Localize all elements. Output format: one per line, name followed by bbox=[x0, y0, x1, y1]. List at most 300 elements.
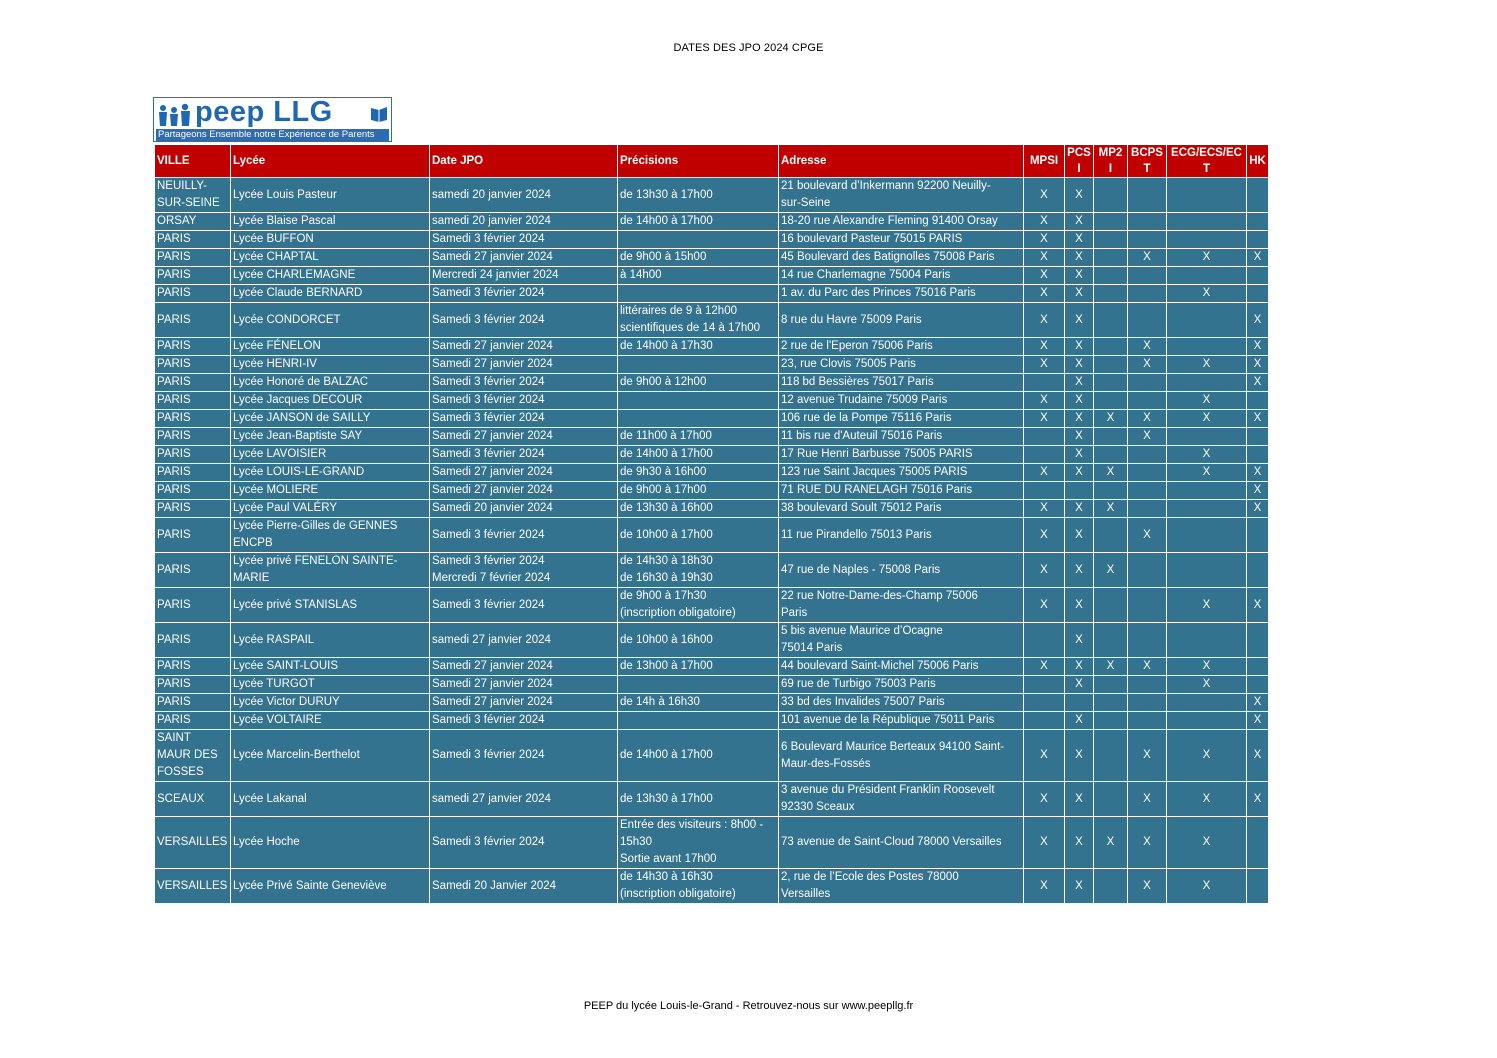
cell-mp2i bbox=[1094, 588, 1128, 623]
cell-mp2i bbox=[1094, 285, 1128, 303]
cell-precisions: de 14h00 à 17h30 bbox=[618, 338, 779, 356]
cell-hk: X bbox=[1247, 410, 1269, 428]
cell-date: Samedi 3 février 2024 bbox=[430, 374, 618, 392]
cell-lycee: Lycée CONDORCET bbox=[231, 303, 430, 338]
cell-line: ENCPB bbox=[233, 537, 273, 549]
table-row bbox=[155, 730, 1269, 782]
book-icon bbox=[369, 104, 389, 124]
cell-adresse: 69 rue de Turbigo 75003 Paris bbox=[779, 676, 1024, 694]
cell-lycee: Lycée LOUIS-LE-GRAND bbox=[231, 464, 430, 482]
cell-pcsi bbox=[1065, 694, 1094, 712]
cell-bcpst bbox=[1128, 303, 1167, 338]
cell-bcpst: X bbox=[1128, 410, 1167, 428]
cell-pcsi: X bbox=[1065, 730, 1094, 782]
col-header-date: Date JPO bbox=[430, 145, 618, 178]
cell-ville: PARIS bbox=[155, 712, 231, 730]
cell-ville: PARIS bbox=[155, 303, 231, 338]
cell-date: Samedi 3 février 2024 bbox=[430, 446, 618, 464]
cell-date: samedi 20 janvier 2024 bbox=[430, 178, 618, 213]
cell-pcsi: X bbox=[1065, 500, 1094, 518]
cell-mp2i bbox=[1094, 392, 1128, 410]
cell-line: FOSSES bbox=[157, 766, 204, 778]
cell-pcsi: X bbox=[1065, 782, 1094, 817]
cell-mp2i: X bbox=[1094, 410, 1128, 428]
cell-line: SAINT bbox=[157, 732, 191, 744]
cell-line: Lycée privé FENELON SAINTE- bbox=[233, 555, 398, 567]
cell-line: NEUILLY- bbox=[157, 180, 207, 192]
table-row bbox=[155, 869, 1269, 904]
cell-line: 3 avenue du Président Franklin Roosevelt bbox=[781, 784, 995, 796]
cell-line: Sortie avant 17h00 bbox=[620, 853, 717, 865]
cell-ville: PARIS bbox=[155, 249, 231, 267]
cell-line: scientifiques de 14 à 17h00 bbox=[620, 322, 761, 334]
col-header-pcsi bbox=[1065, 145, 1094, 178]
cell-hk: X bbox=[1247, 249, 1269, 267]
cell-precisions bbox=[618, 303, 779, 338]
cell-ville: PARIS bbox=[155, 285, 231, 303]
cell-bcpst bbox=[1128, 694, 1167, 712]
cell-date: samedi 27 janvier 2024 bbox=[430, 623, 618, 658]
cell-mpsi bbox=[1024, 374, 1065, 392]
cell-ecg bbox=[1167, 213, 1247, 231]
table-row bbox=[155, 694, 1269, 712]
col-header-ecg bbox=[1167, 145, 1247, 178]
cell-date: Samedi 20 janvier 2024 bbox=[430, 500, 618, 518]
table-row bbox=[155, 249, 1269, 267]
cell-ville: VERSAILLES bbox=[155, 869, 231, 904]
cell-adresse: 106 rue de la Pompe 75116 Paris bbox=[779, 410, 1024, 428]
cell-lycee: Lycée Jean-Baptiste SAY bbox=[231, 428, 430, 446]
table-row bbox=[155, 482, 1269, 500]
cell-ville bbox=[155, 730, 231, 782]
cell-bcpst bbox=[1128, 446, 1167, 464]
cell-line: 5 bis avenue Maurice d’Ocagne bbox=[781, 625, 943, 637]
table-header-row bbox=[155, 145, 1269, 178]
cell-adresse: 38 boulevard Soult 75012 Paris bbox=[779, 500, 1024, 518]
header-line: MP2 bbox=[1098, 147, 1123, 159]
cell-date: Samedi 27 janvier 2024 bbox=[430, 428, 618, 446]
cell-ecg: X bbox=[1167, 869, 1247, 904]
cell-date: Mercredi 24 janvier 2024 bbox=[430, 267, 618, 285]
cell-precisions: de 9h00 à 17h00 bbox=[618, 482, 779, 500]
cell-ville: PARIS bbox=[155, 588, 231, 623]
cell-lycee: Lycée Louis Pasteur bbox=[231, 178, 430, 213]
cell-date: Samedi 27 janvier 2024 bbox=[430, 676, 618, 694]
cell-mpsi: X bbox=[1024, 518, 1065, 553]
cell-date: Samedi 3 février 2024 bbox=[430, 712, 618, 730]
cell-line: littéraires de 9 à 12h00 bbox=[620, 305, 737, 317]
cell-mp2i: X bbox=[1094, 817, 1128, 869]
cell-mpsi: X bbox=[1024, 658, 1065, 676]
cell-hk bbox=[1247, 658, 1269, 676]
cell-precisions bbox=[618, 676, 779, 694]
cell-bcpst bbox=[1128, 553, 1167, 588]
cell-lycee: Lycée RASPAIL bbox=[231, 623, 430, 658]
cell-line: MARIE bbox=[233, 572, 270, 584]
cell-mp2i bbox=[1094, 482, 1128, 500]
cell-mpsi: X bbox=[1024, 817, 1065, 869]
cell-bcpst: X bbox=[1128, 356, 1167, 374]
cell-adresse: 123 rue Saint Jacques 75005 PARIS bbox=[779, 464, 1024, 482]
col-header-adresse: Adresse bbox=[779, 145, 1024, 178]
table-row bbox=[155, 712, 1269, 730]
table-row bbox=[155, 817, 1269, 869]
table-row bbox=[155, 676, 1269, 694]
cell-mp2i bbox=[1094, 231, 1128, 249]
cell-mp2i bbox=[1094, 356, 1128, 374]
cell-mpsi: X bbox=[1024, 249, 1065, 267]
cell-hk: X bbox=[1247, 464, 1269, 482]
cell-ville: PARIS bbox=[155, 500, 231, 518]
cell-pcsi: X bbox=[1065, 446, 1094, 464]
cell-adresse: 118 bd Bessières 75017 Paris bbox=[779, 374, 1024, 392]
cell-mp2i bbox=[1094, 374, 1128, 392]
cell-ecg bbox=[1167, 694, 1247, 712]
cell-bcpst bbox=[1128, 392, 1167, 410]
cell-ville: PARIS bbox=[155, 518, 231, 553]
cell-date: Samedi 27 janvier 2024 bbox=[430, 658, 618, 676]
cell-adresse bbox=[779, 782, 1024, 817]
cell-mpsi: X bbox=[1024, 392, 1065, 410]
cell-adresse: 23, rue Clovis 75005 Paris bbox=[779, 356, 1024, 374]
logo-wordmark: peep LLG bbox=[195, 96, 333, 128]
cell-date: Samedi 3 février 2024 bbox=[430, 410, 618, 428]
cell-precisions: de 10h00 à 17h00 bbox=[618, 518, 779, 553]
cell-bcpst: X bbox=[1128, 658, 1167, 676]
cell-pcsi: X bbox=[1065, 588, 1094, 623]
cell-ecg bbox=[1167, 374, 1247, 392]
cell-adresse bbox=[779, 730, 1024, 782]
cell-lycee: Lycée Paul VALÉRY bbox=[231, 500, 430, 518]
cell-lycee bbox=[231, 518, 430, 553]
cell-precisions: de 14h à 16h30 bbox=[618, 694, 779, 712]
cell-pcsi: X bbox=[1065, 869, 1094, 904]
table-body bbox=[155, 178, 1269, 904]
cell-lycee: Lycée CHARLEMAGNE bbox=[231, 267, 430, 285]
cell-pcsi: X bbox=[1065, 464, 1094, 482]
cell-pcsi: X bbox=[1065, 428, 1094, 446]
cell-mpsi: X bbox=[1024, 500, 1065, 518]
cell-ecg: X bbox=[1167, 464, 1247, 482]
cell-line: SUR-SEINE bbox=[157, 197, 220, 209]
cell-precisions bbox=[618, 817, 779, 869]
cell-line: 92330 Sceaux bbox=[781, 801, 855, 813]
cell-precisions: de 14h00 à 17h00 bbox=[618, 213, 779, 231]
cell-ecg bbox=[1167, 553, 1247, 588]
cell-ville: PARIS bbox=[155, 623, 231, 658]
cell-precisions: à 14h00 bbox=[618, 267, 779, 285]
cell-lycee: Lycée Blaise Pascal bbox=[231, 213, 430, 231]
cell-mp2i bbox=[1094, 712, 1128, 730]
cell-ville: PARIS bbox=[155, 553, 231, 588]
cell-date: Samedi 20 Janvier 2024 bbox=[430, 869, 618, 904]
col-header-mp2i bbox=[1094, 145, 1128, 178]
cell-precisions bbox=[618, 869, 779, 904]
table-row bbox=[155, 356, 1269, 374]
cell-date: Samedi 3 février 2024 bbox=[430, 231, 618, 249]
cell-hk: X bbox=[1247, 694, 1269, 712]
cell-mpsi: X bbox=[1024, 356, 1065, 374]
cell-adresse: 33 bd des Invalides 75007 Paris bbox=[779, 694, 1024, 712]
cell-bcpst bbox=[1128, 482, 1167, 500]
cell-date: Samedi 27 janvier 2024 bbox=[430, 464, 618, 482]
page-footer: PEEP du lycée Louis-le-Grand - Retrouvez-nous sur www.peepllg.fr bbox=[583, 1000, 914, 1012]
cell-mpsi bbox=[1024, 694, 1065, 712]
cell-line: 6 Boulevard Maurice Berteaux 94100 Saint- bbox=[781, 740, 1005, 753]
cell-date: Samedi 27 janvier 2024 bbox=[430, 482, 618, 500]
cell-line: 21 boulevard d’Inkermann 92200 Neuilly- bbox=[781, 180, 991, 192]
cell-bcpst bbox=[1128, 213, 1167, 231]
cell-line: Samedi 3 février 2024 bbox=[432, 555, 545, 567]
cell-mpsi: X bbox=[1024, 213, 1065, 231]
cell-ville: PARIS bbox=[155, 428, 231, 446]
cell-mpsi: X bbox=[1024, 588, 1065, 623]
cell-precisions: de 14h00 à 17h00 bbox=[618, 446, 779, 464]
cell-lycee: Lycée MOLIERE bbox=[231, 482, 430, 500]
cell-adresse: 44 boulevard Saint-Michel 75006 Paris bbox=[779, 658, 1024, 676]
cell-pcsi: X bbox=[1065, 303, 1094, 338]
table-row bbox=[155, 553, 1269, 588]
cell-hk: X bbox=[1247, 782, 1269, 817]
cell-bcpst bbox=[1128, 374, 1167, 392]
cell-adresse: 11 rue Pirandello 75013 Paris bbox=[779, 518, 1024, 553]
logo-tagline: Partageons Ensemble notre Expérience de Parents bbox=[156, 129, 389, 141]
cell-hk bbox=[1247, 213, 1269, 231]
cell-lycee: Lycée HENRI-IV bbox=[231, 356, 430, 374]
cell-adresse: 101 avenue de la République 75011 Paris bbox=[779, 712, 1024, 730]
header-line: ECG/ECS/EC bbox=[1171, 147, 1242, 159]
cell-mp2i bbox=[1094, 446, 1128, 464]
table-row bbox=[155, 392, 1269, 410]
cell-pcsi: X bbox=[1065, 658, 1094, 676]
cell-adresse: 2 rue de l'Eperon 75006 Paris bbox=[779, 338, 1024, 356]
jpo-table bbox=[154, 144, 1269, 904]
table-row bbox=[155, 231, 1269, 249]
cell-pcsi: X bbox=[1065, 267, 1094, 285]
table-row bbox=[155, 338, 1269, 356]
cell-ecg bbox=[1167, 623, 1247, 658]
col-header-bcpst bbox=[1128, 145, 1167, 178]
cell-pcsi: X bbox=[1065, 338, 1094, 356]
cell-hk bbox=[1247, 817, 1269, 869]
cell-mp2i: X bbox=[1094, 500, 1128, 518]
table-row bbox=[155, 782, 1269, 817]
cell-pcsi: X bbox=[1065, 213, 1094, 231]
cell-date: Samedi 3 février 2024 bbox=[430, 392, 618, 410]
cell-mpsi bbox=[1024, 428, 1065, 446]
cell-date: Samedi 3 février 2024 bbox=[430, 588, 618, 623]
cell-pcsi: X bbox=[1065, 178, 1094, 213]
cell-pcsi: X bbox=[1065, 374, 1094, 392]
cell-lycee: Lycée Hoche bbox=[231, 817, 430, 869]
cell-ecg: X bbox=[1167, 676, 1247, 694]
cell-ville: PARIS bbox=[155, 267, 231, 285]
cell-ecg bbox=[1167, 303, 1247, 338]
table-row bbox=[155, 428, 1269, 446]
cell-hk: X bbox=[1247, 482, 1269, 500]
cell-mp2i bbox=[1094, 267, 1128, 285]
cell-lycee: Lycée LAVOISIER bbox=[231, 446, 430, 464]
cell-bcpst: X bbox=[1128, 518, 1167, 553]
cell-precisions bbox=[618, 712, 779, 730]
cell-line: 15h30 bbox=[620, 836, 652, 848]
cell-hk bbox=[1247, 446, 1269, 464]
table-row bbox=[155, 410, 1269, 428]
people-icon bbox=[157, 102, 193, 128]
cell-ville: PARIS bbox=[155, 410, 231, 428]
cell-line: Lycée Pierre-Gilles de GENNES bbox=[233, 520, 398, 532]
cell-ville: PARIS bbox=[155, 446, 231, 464]
cell-hk bbox=[1247, 518, 1269, 553]
cell-mp2i bbox=[1094, 213, 1128, 231]
cell-mp2i bbox=[1094, 869, 1128, 904]
cell-lycee bbox=[231, 553, 430, 588]
cell-adresse: 12 avenue Trudaine 75009 Paris bbox=[779, 392, 1024, 410]
cell-bcpst: X bbox=[1128, 428, 1167, 446]
cell-ecg: X bbox=[1167, 730, 1247, 782]
cell-ville bbox=[155, 178, 231, 213]
cell-precisions: de 9h30 à 16h00 bbox=[618, 464, 779, 482]
table-row bbox=[155, 658, 1269, 676]
cell-hk bbox=[1247, 553, 1269, 588]
cell-hk bbox=[1247, 231, 1269, 249]
cell-line: Maur-des-Fossés bbox=[781, 757, 871, 770]
cell-date: Samedi 27 janvier 2024 bbox=[430, 356, 618, 374]
cell-pcsi bbox=[1065, 482, 1094, 500]
cell-adresse: 17 Rue Henri Barbusse 75005 PARIS bbox=[779, 446, 1024, 464]
cell-hk: X bbox=[1247, 730, 1269, 782]
cell-mp2i bbox=[1094, 518, 1128, 553]
cell-lycee: Lycée Lakanal bbox=[231, 782, 430, 817]
cell-ville: PARIS bbox=[155, 694, 231, 712]
cell-adresse: 11 bis rue d'Auteuil 75016 Paris bbox=[779, 428, 1024, 446]
cell-precisions: de 9h00 à 12h00 bbox=[618, 374, 779, 392]
cell-ville: ORSAY bbox=[155, 213, 231, 231]
cell-ville: PARIS bbox=[155, 464, 231, 482]
cell-ecg: X bbox=[1167, 782, 1247, 817]
cell-precisions bbox=[618, 553, 779, 588]
cell-bcpst bbox=[1128, 712, 1167, 730]
cell-ecg bbox=[1167, 178, 1247, 213]
cell-ecg: X bbox=[1167, 446, 1247, 464]
cell-hk bbox=[1247, 178, 1269, 213]
col-header-mpsi: MPSI bbox=[1024, 145, 1065, 178]
cell-bcpst bbox=[1128, 267, 1167, 285]
cell-lycee: Lycée Honoré de BALZAC bbox=[231, 374, 430, 392]
cell-precisions: de 13h00 à 17h00 bbox=[618, 658, 779, 676]
cell-ecg: X bbox=[1167, 410, 1247, 428]
cell-mpsi: X bbox=[1024, 303, 1065, 338]
cell-line: sur-Seine bbox=[781, 197, 831, 209]
cell-lycee: Lycée SAINT-LOUIS bbox=[231, 658, 430, 676]
cell-lycee: Lycée BUFFON bbox=[231, 231, 430, 249]
cell-mpsi: X bbox=[1024, 782, 1065, 817]
cell-precisions bbox=[618, 588, 779, 623]
cell-mpsi bbox=[1024, 446, 1065, 464]
cell-ville: PARIS bbox=[155, 374, 231, 392]
cell-mpsi: X bbox=[1024, 338, 1065, 356]
cell-ecg bbox=[1167, 518, 1247, 553]
cell-lycee: Lycée Jacques DECOUR bbox=[231, 392, 430, 410]
cell-date: Samedi 27 janvier 2024 bbox=[430, 694, 618, 712]
cell-ecg bbox=[1167, 267, 1247, 285]
cell-precisions: de 13h30 à 16h00 bbox=[618, 500, 779, 518]
header-line: PCS bbox=[1067, 147, 1091, 159]
cell-hk bbox=[1247, 285, 1269, 303]
cell-hk: X bbox=[1247, 712, 1269, 730]
cell-lycee: Lycée TURGOT bbox=[231, 676, 430, 694]
cell-precisions: de 14h00 à 17h00 bbox=[618, 730, 779, 782]
cell-mpsi: X bbox=[1024, 464, 1065, 482]
cell-ecg bbox=[1167, 338, 1247, 356]
cell-date: Samedi 27 janvier 2024 bbox=[430, 249, 618, 267]
cell-adresse bbox=[779, 178, 1024, 213]
cell-mpsi bbox=[1024, 712, 1065, 730]
cell-lycee: Lycée Marcelin-Berthelot bbox=[231, 730, 430, 782]
cell-mp2i bbox=[1094, 178, 1128, 213]
cell-date: Samedi 3 février 2024 bbox=[430, 518, 618, 553]
cell-pcsi: X bbox=[1065, 623, 1094, 658]
cell-lycee: Lycée Privé Sainte Geneviève bbox=[231, 869, 430, 904]
cell-line: de 16h30 à 19h30 bbox=[620, 572, 713, 584]
cell-adresse: 16 boulevard Pasteur 75015 PARIS bbox=[779, 231, 1024, 249]
cell-date: samedi 27 janvier 2024 bbox=[430, 782, 618, 817]
table-row bbox=[155, 518, 1269, 553]
cell-date: Samedi 3 février 2024 bbox=[430, 303, 618, 338]
table-row bbox=[155, 623, 1269, 658]
cell-mp2i bbox=[1094, 303, 1128, 338]
cell-ecg bbox=[1167, 500, 1247, 518]
header-line: T bbox=[1202, 163, 1211, 175]
cell-date: Samedi 27 janvier 2024 bbox=[430, 338, 618, 356]
cell-precisions: de 13h30 à 17h00 bbox=[618, 782, 779, 817]
cell-ville: PARIS bbox=[155, 658, 231, 676]
cell-line: 22 rue Notre-Dame-des-Champ 75006 bbox=[781, 590, 978, 602]
cell-pcsi: X bbox=[1065, 249, 1094, 267]
document-title: DATES DES JPO 2024 CPGE bbox=[673, 42, 824, 54]
table-row bbox=[155, 464, 1269, 482]
table-row bbox=[155, 500, 1269, 518]
cell-pcsi: X bbox=[1065, 712, 1094, 730]
peep-llg-logo bbox=[153, 97, 392, 142]
cell-bcpst: X bbox=[1128, 730, 1167, 782]
cell-bcpst bbox=[1128, 676, 1167, 694]
cell-mpsi: X bbox=[1024, 869, 1065, 904]
cell-bcpst bbox=[1128, 500, 1167, 518]
cell-line: 75014 Paris bbox=[781, 642, 843, 654]
cell-ecg: X bbox=[1167, 588, 1247, 623]
cell-hk bbox=[1247, 623, 1269, 658]
cell-bcpst: X bbox=[1128, 338, 1167, 356]
cell-mpsi: X bbox=[1024, 231, 1065, 249]
cell-ville: PARIS bbox=[155, 482, 231, 500]
cell-bcpst: X bbox=[1128, 817, 1167, 869]
header-line: BCPS bbox=[1131, 147, 1163, 159]
cell-ville: VERSAILLES bbox=[155, 817, 231, 869]
cell-adresse: 1 av. du Parc des Princes 75016 Paris bbox=[779, 285, 1024, 303]
col-header-precisions: Précisions bbox=[618, 145, 779, 178]
table-row bbox=[155, 178, 1269, 213]
cell-ville: PARIS bbox=[155, 338, 231, 356]
cell-mpsi bbox=[1024, 623, 1065, 658]
cell-ville: PARIS bbox=[155, 356, 231, 374]
cell-mp2i bbox=[1094, 428, 1128, 446]
cell-mpsi: X bbox=[1024, 553, 1065, 588]
cell-ecg: X bbox=[1167, 658, 1247, 676]
cell-pcsi: X bbox=[1065, 392, 1094, 410]
cell-pcsi: X bbox=[1065, 817, 1094, 869]
cell-adresse: 45 Boulevard des Batignolles 75008 Paris bbox=[779, 249, 1024, 267]
